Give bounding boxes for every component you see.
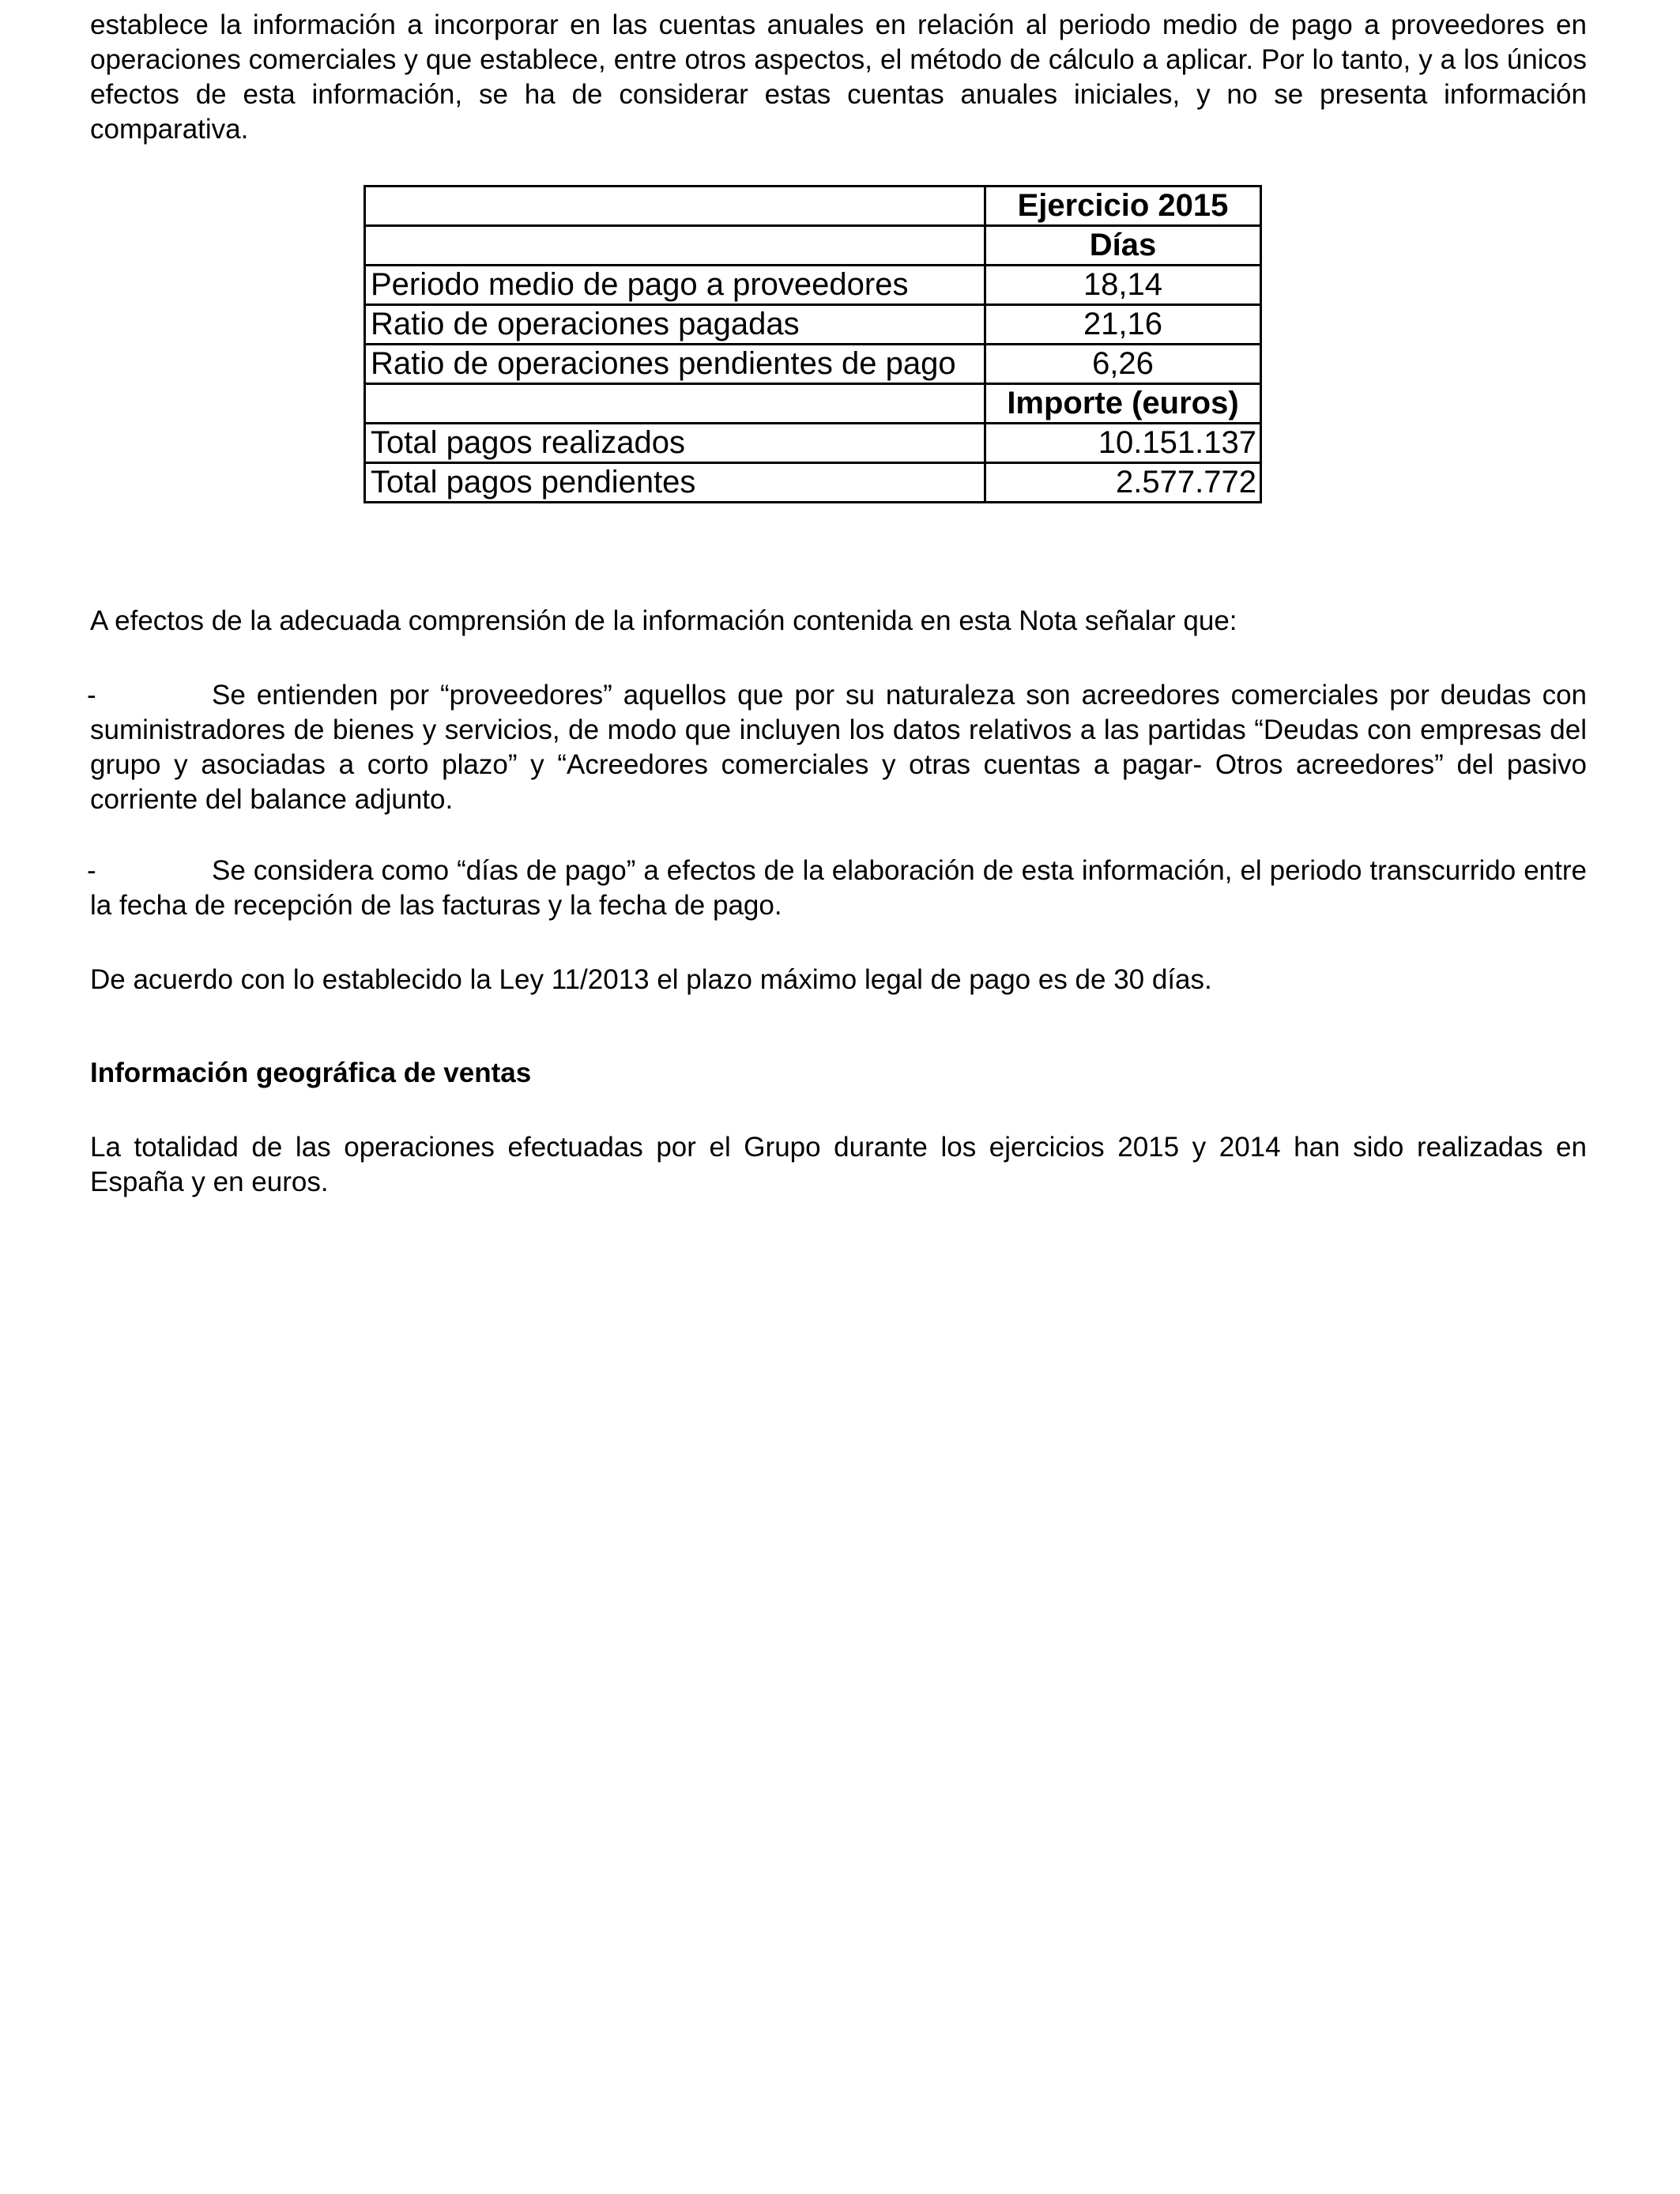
note-intro-paragraph: A efectos de la adecuada comprensión de la información contenida en esta Nota señalar que: xyxy=(90,605,1237,636)
table-row-value: 6,26 xyxy=(985,345,1261,384)
table-header-amount: Importe (euros) xyxy=(985,384,1261,424)
table-row xyxy=(365,266,1261,305)
bullet-text: Se entienden por “proveedores” aquellos que por su naturaleza son acreedores comerciales por deudas con suministradores de bienes y servicios, de modo que incluyen los datos relativos a las partidas “Deudas con empresas del grupo y asociadas a corto plazo” y “Acreedores comerciales y otras cuentas a pagar- Otros acreedores” del pasivo corriente del balance adjunto. xyxy=(90,680,1587,815)
table-row-value: 18,14 xyxy=(985,266,1261,305)
bullet-item-dias-de-pago xyxy=(87,854,1587,923)
table-header-row xyxy=(365,384,1261,424)
table-row xyxy=(365,424,1261,463)
table-row-value: 2.577.772 xyxy=(985,463,1261,503)
table-row xyxy=(365,463,1261,503)
table-row-label: Periodo medio de pago a proveedores xyxy=(365,266,985,305)
table-row-label: Ratio de operaciones pendientes de pago xyxy=(365,345,985,384)
table-header-empty-cell xyxy=(365,226,985,266)
bullet-marker: - xyxy=(87,855,96,886)
table-header-empty-cell xyxy=(365,384,985,424)
table-header-empty-cell xyxy=(365,187,985,226)
law-paragraph: De acuerdo con lo establecido la Ley 11/2013 el plazo máximo legal de pago es de 30 días. xyxy=(90,964,1212,995)
bullet-text: Se considera como “días de pago” a efectos de la elaboración de esta información, el periodo transcurrido entre la fecha de recepción de las facturas y la fecha de pago. xyxy=(90,855,1587,921)
table-header-days: Días xyxy=(985,226,1261,266)
table-row xyxy=(365,305,1261,345)
table-row xyxy=(365,345,1261,384)
bullet-marker: - xyxy=(87,680,96,711)
table-row-label: Total pagos pendientes xyxy=(365,463,985,503)
geographic-sales-paragraph: La totalidad de las operaciones efectuadas por el Grupo durante los ejercicios 2015 y 2014 han sido realizadas en España y en euros. xyxy=(90,1132,1587,1197)
table-row-label: Total pagos realizados xyxy=(365,424,985,463)
table-row-value: 21,16 xyxy=(985,305,1261,345)
table-row-value: 10.151.137 xyxy=(985,424,1261,463)
table-header-year: Ejercicio 2015 xyxy=(985,187,1261,226)
payment-period-table xyxy=(363,185,1262,503)
bullet-item-proveedores xyxy=(87,678,1587,817)
section-heading: Información geográfica de ventas xyxy=(90,1057,532,1088)
table-header-row xyxy=(365,187,1261,226)
table-header-row xyxy=(365,226,1261,266)
table-row-label: Ratio de operaciones pagadas xyxy=(365,305,985,345)
intro-paragraph: establece la información a incorporar en las cuentas anuales en relación al periodo medio de pago a proveedores en operaciones comerciales y que establece, entre otros aspectos, el método de cálculo a aplicar. Por lo tanto, y a los únicos efectos de esta información, se ha de considerar estas cuentas anuales iniciales, y no se presenta información comparativa. xyxy=(90,9,1587,145)
